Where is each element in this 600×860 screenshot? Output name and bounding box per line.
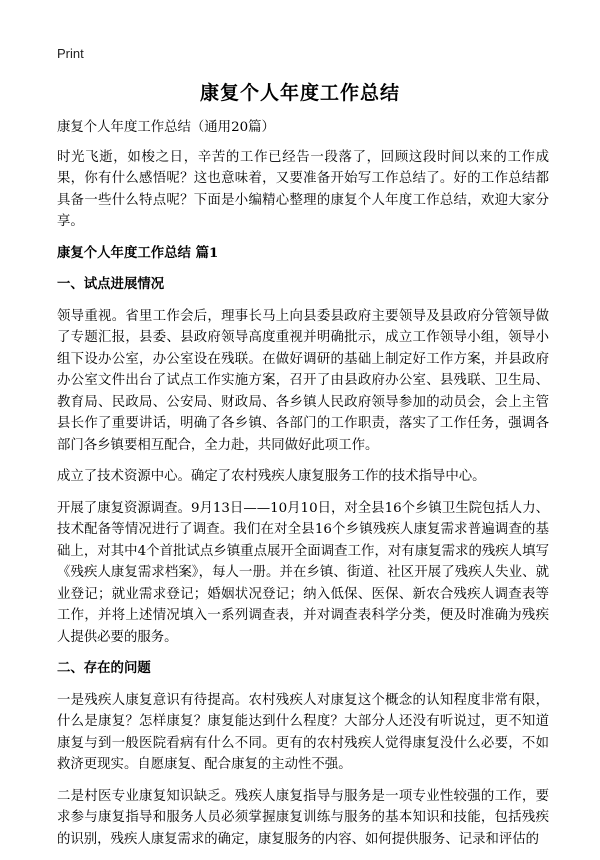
print-link[interactable]: Print [57,46,84,61]
document-subtitle: 康复个人年度工作总结（通用20篇） [57,120,275,135]
intro-paragraph: 时光飞逝，如梭之日，辛苦的工作已经告一段落了，回顾这段时间以来的工作成果，你有什么感悟呢？这也意味着，又要准备开始写工作总结了。好的工作总结都具备一些什么特点呢？下面是小编精心整理的康复个人年度工作总结，欢迎大家分享。 [57,149,549,229]
paragraph-awareness: 一是残疾人康复意识有待提高。农村残疾人对康复这个概念的认知程度非常有限，什么是康复？怎样康复？康复能达到什么程度？大部分人还没有听说过，更不知道康复与到一般医院看病有什么不同。更有的农村残疾人觉得康复没什么必要，不如救济更现实。自愿康复、配合康复的主动性不强。 [57,692,549,772]
article-heading: 康复个人年度工作总结 篇1 [57,244,219,261]
section-heading-problems: 二、存在的问题 [57,660,151,676]
paragraph-leadership: 领导重视。省里工作会后，理事长马上向县委县政府主要领导及县政府分管领导做了专题汇报，县委、县政府领导高度重视并明确批示，成立工作领导小组，领导小组下设办公室，办公室设在残联。在做好调研的基础上制定好工作方案，并县政府办公室文件出台了试点工作实施方案，召开了由县政府办公室、县残联、卫生局、教育局、民政局、公安局、财政局、各乡镇人民政府领导参加的动员会，会上主管县长作了重要讲话，明确了各乡镇、各部门的工作职责，落实了工作任务，强调各部门各乡镇要相互配合，全力赴，共同做好此项工作。 [57,308,549,453]
document-body [57,117,549,860]
paragraph-knowledge: 二是村医专业康复知识缺乏。残疾人康复指导与服务是一项专业性较强的工作，要求参与康复指导和服务人员必须掌握康复训练与服务的基本知识和技能，包括残疾的识别，残疾人康复需求的确定，康复服务的内容、如何提供服务、记录和评估的 [57,788,549,847]
page-title: 康复个人年度工作总结 [199,82,400,104]
paragraph-resource-survey: 开展了康复资源调查。9月13日——10月10日，对全县16个乡镇卫生院包括人力、技术配备等情况进行了调查。我们在对全县16个乡镇残疾人康复需求普遍调查的基础上，对其中4个首批试点乡镇重点展开全面调查工作，对有康复需求的残疾人填写《残疾人康复需求档案》，每人一册。并在乡镇、街道、社区开展了残疾人失业、就业登记；就业需求登记；婚姻状况登记；纳入低保、医保、新农合残疾人调查表等工作，并将上述情况填入一系列调查表，并对调查表科学分类，便及时准确为残疾人提供必要的服务。 [57,500,549,645]
paragraph-resource-center: 成立了技术资源中心。确定了农村残疾人康复服务工作的技术指导中心。 [57,469,486,484]
section-heading-progress: 一、试点进展情况 [57,276,165,292]
